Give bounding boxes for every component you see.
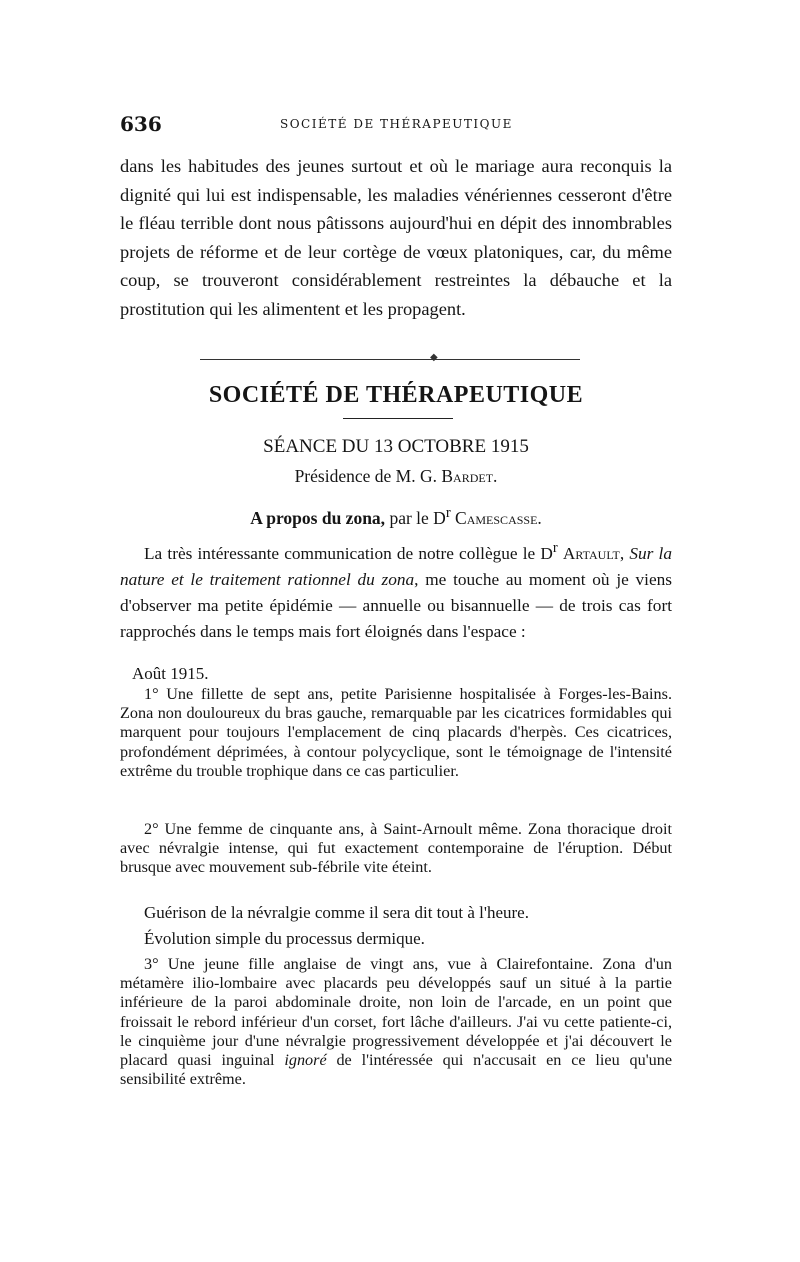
seance-heading: SÉANCE DU 13 OCTOBRE 1915	[263, 436, 529, 457]
article-title-end: .	[537, 507, 542, 528]
presidence-suffix: .	[493, 466, 498, 486]
opening-paragraph	[120, 535, 672, 645]
presidence-prefix: Présidence de M. G.	[294, 466, 442, 486]
opening-part2: ,	[619, 543, 630, 563]
intro-paragraph: dans les habitudes des jeunes surtout et où le mariage aura reconquis la dignité qui lui est indispensable, les maladies vénériennes cesseront d'être le fléau terrible dont nous pâtissons aujourd'hui en dépit des innombrables projets de réforme et de leur cortège de vœux platoniques, car, du même coup, se trouveront considérablement restreintes la débauche et la prostitution qui les alimentent et les propagent.	[120, 156, 672, 319]
article-author: Camescasse	[455, 507, 538, 528]
case-1: 1° Une fillette de sept ans, petite Parisienne hospitalisée à Forges-les-Bains. Zona non douloureux du bras gauche, remarquable par les cicatrices formidables qui marquent pour toujours l'emplacement de cinq placards d'herpès. Ces cicatrices, profondément déprimées, à contour polycyclique, sont le témoignage de l'intensité extrême du trouble trophique dans ce cas particulier.	[120, 685, 672, 780]
section-title: SOCIÉTÉ DE THÉRAPEUTIQUE	[208, 382, 584, 408]
article-title-by: par le D	[385, 507, 446, 528]
case-3	[120, 955, 672, 1089]
section-divider	[200, 359, 580, 360]
article-title-bold: A propos du zona,	[250, 507, 386, 528]
divider-ornament: ◆	[430, 352, 438, 363]
page-number: 636	[120, 112, 162, 136]
evolution-line: Évolution simple du processus dermique.	[144, 929, 425, 948]
presidence-line	[120, 466, 672, 487]
case-3-part2: de l'intéressée qui n'accusait en ce lieu qu'une sensibilité extrême.	[120, 1051, 673, 1089]
running-title: SOCIÉTÉ DE THÉRAPEUTIQUE	[280, 117, 513, 131]
presidence-name: Bardet	[441, 466, 494, 486]
article-title	[120, 505, 672, 529]
case-3-part1: 3° Une jeune fille anglaise de vingt ans, vue à Clairefontaine. Zona d'un métamère ilio-lombaire avec placards peu développés sauf un situé à la partie inférieure de la paroi abdominale droite, non loin de l'arcade, en un point que froissait le rebord inférieur d'un corset, fort lâche d'ailleurs. J'ai vu cette patiente-ci, le cinquième jour d'une névralgie progressivement développée et j'ai découvert le placard quasi inguinal	[120, 955, 672, 1070]
case-3-italic: ignoré	[284, 1051, 327, 1070]
running-head	[120, 112, 680, 140]
opening-sup: r	[552, 540, 558, 556]
case-2: 2° Une femme de cinquante ans, à Saint-Arnoult même. Zona thoracique droit avec névralgie intense, qui fut exactement contemporaine de l'éruption. Début brusque avec mouvement sub-fébrile vite éteint.	[120, 820, 672, 877]
article-title-sup: r	[445, 505, 451, 521]
title-underline	[343, 418, 453, 419]
case-date: Août 1915.	[132, 664, 209, 683]
guerison-line: Guérison de la névralgie comme il sera dit tout à l'heure.	[144, 903, 529, 922]
opening-part3: , me touche au moment où je viens d'observer ma petite épidémie — annuelle ou bisannuelle — de trois cas fort rapprochés dans le temps mais fort éloignés dans l'espace :	[120, 569, 672, 641]
opening-name: Artault	[562, 543, 620, 563]
opening-italic-title: Sur la nature et le traitement rationnel du zona	[120, 543, 672, 589]
opening-part1: La très intéressante communication de notre collègue le D	[144, 543, 553, 563]
